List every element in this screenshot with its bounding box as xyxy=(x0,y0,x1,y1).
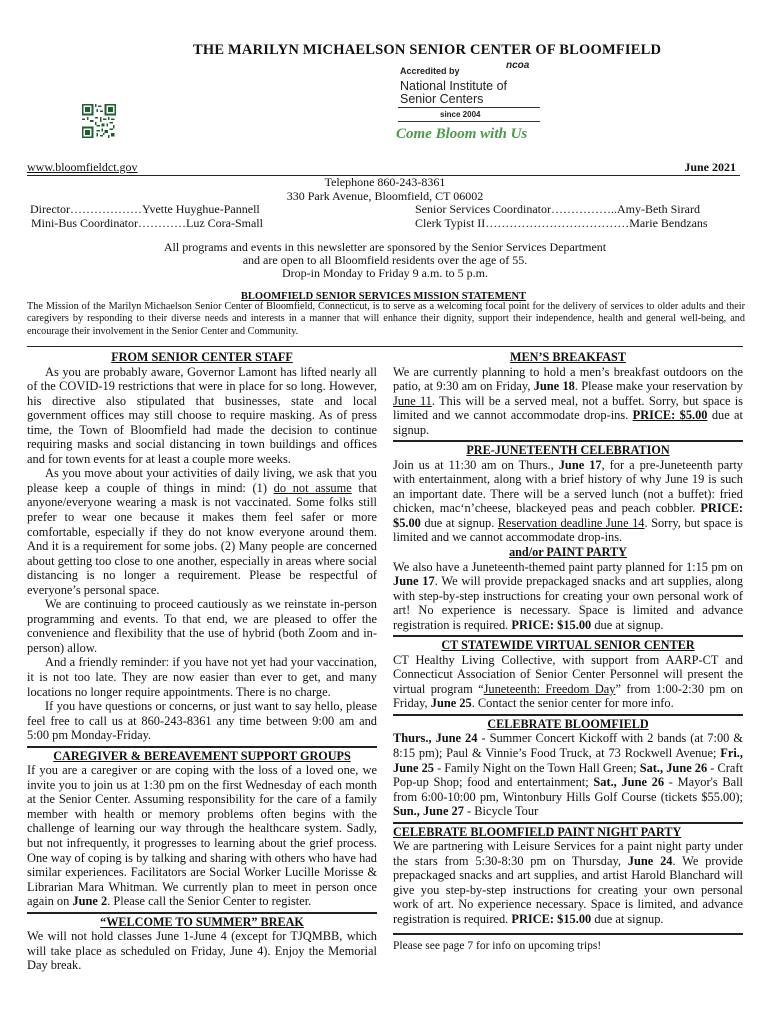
staff-paragraph-3: We are continuing to proceed cautiously as we reinstate in-person programming and events. To that end, we are pleased to offer the convenience and flexibility that the use of hybrid (both Zoom and in-person) allow. xyxy=(27,597,377,655)
mens-breakfast-body: We are currently planning to hold a men’s breakfast outdoors on the patio, at 9:30 am on Friday, June 18. Please make your reservation by June 11. This will be a served meal, not a buffet. Sorry, but space is limited and we cannot accommodate drop-ins. PRICE: $5.00 due at signup. xyxy=(393,364,743,437)
eligibility-notice: and are open to all Bloomfield residents over the age of 55. xyxy=(242,253,528,267)
divider xyxy=(398,107,540,108)
staff-paragraph-4: And a friendly reminder: if you have not yet had your vaccination, it is not too late. They are now easier than ever to get, and many locations no longer require appointments. There is no charge. xyxy=(27,655,377,699)
section-title-paint-party: and/or PAINT PARTY xyxy=(509,545,627,560)
virtual-center-section xyxy=(393,635,743,711)
mission-title: BLOOMFIELD SENIOR SERVICES MISSION STATEMENT xyxy=(240,291,527,302)
section-title-celebrate-bloomfield: CELEBRATE BLOOMFIELD xyxy=(487,716,649,731)
accreditation-since: since 2004 xyxy=(440,110,481,119)
sponsor-notice: All programs and events in this newsletter are sponsored by the Senior Services Department xyxy=(163,240,607,254)
section-title-paint-night: CELEBRATE BLOOMFIELD PAINT NIGHT PARTY xyxy=(393,824,682,839)
section-title-caregiver: CAREGIVER & BEREAVEMENT SUPPORT GROUPS xyxy=(53,748,351,763)
staff-paragraph-5: If you have questions or concerns, or just want to say hello, please feel free to call us at 860-243-8361 any time between 9:00 am and 5:00 pm Monday-Friday. xyxy=(27,699,377,743)
accreditor-name-line2: Senior Centers xyxy=(400,92,484,106)
section-title-juneteenth: PRE-JUNETEENTH CELEBRATION xyxy=(466,443,670,458)
accredited-by-label: Accredited by xyxy=(400,66,460,76)
staff-paragraph-1: As you are probably aware, Governor Lamont has lifted nearly all of the COVID-19 restrictions that were in place for so long. However, his directive also stipulated that businesses, state and local government offices may still choose to require masking. As of press time, the Town of Bloomfield had made the decision to continue requiring masks and social distancing in town buildings and offices and for town events for at least a couple more weeks. xyxy=(27,364,377,466)
staff-minibus: Mini-Bus Coordinator…………Luz Cora-Small xyxy=(31,216,263,230)
staff-coordinator: Senior Services Coordinator……………..Amy-Beth Sirard xyxy=(415,202,700,216)
ncoa-logo: ncoa xyxy=(506,60,530,71)
juneteenth-section xyxy=(393,440,743,632)
section-title-staff: FROM SENIOR CENTER STAFF xyxy=(111,350,293,364)
paint-night-section xyxy=(393,822,743,927)
divider xyxy=(398,121,540,122)
trips-note: Please see page 7 for info on upcoming trips! xyxy=(393,933,743,954)
hours-notice: Drop-in Monday to Friday 9 a.m. to 5 p.m. xyxy=(282,266,488,280)
website-link[interactable]: www.bloomfieldct.gov xyxy=(27,160,138,174)
staff-director: Director………………Yvette Huyghue-Pannell xyxy=(30,202,260,216)
tagline: Come Bloom with Us xyxy=(396,126,528,142)
issue-date: June 2021 xyxy=(684,160,736,174)
celebrate-bloomfield-section xyxy=(393,714,743,819)
address: 330 Park Avenue, Bloomfield, CT 06002 xyxy=(286,189,484,203)
virtual-center-body: CT Healthy Living Collective, with support from AARP-CT and Connecticut Association of Senior Center Personnel will present the virtual program “Juneteenth: Freedom Day” from 1:00-2:30 pm on Friday, June 25. Contact the senior center for more info. xyxy=(393,652,743,711)
staff-paragraph-2: As you move about your activities of daily living, we ask that you please keep a couple of things in mind: (1) do not assume that anyone/everyone wearing a mask is not vaccinated. Some folks still prefer to wear one because it makes them feel safer or more comfortable, especially if they do not know everyone around them. And it is a requirement for some jobs. (2) Many people are concerned about getting too close to one another, especially in areas where social distancing is no longer a requirement. Please be respectful of everyone’s personal space. xyxy=(27,466,377,597)
section-title-virtual-center: CT STATEWIDE VIRTUAL SENIOR CENTER xyxy=(441,638,695,653)
accreditor-name-line1: National Institute of xyxy=(400,79,508,93)
paint-night-body: We are partnering with Leisure Services for a paint night party under the stars from 5:30-8:30 pm on Thursday, June 24. We provide prepackaged snacks and art supplies, and artist Harold Blanchard will give you step-by-step instructions for creating your own personal work of art. No experience necessary. Space is limited, and advance registration is required. PRICE: $15.00 due at signup. xyxy=(393,839,743,926)
caregiver-body: If you are a caregiver or are coping with the loss of a loved one, we invite you to join us at 1:30 pm on the first Wednesday of each month at the Senior Center. Assuming responsibility for the care of a family member with health or memory problems often begins with the challenge of learning our way through the healthcare system. Sadly, but not infrequently, it progresses to learning about the grief process. One way of coping is by talking and sharing with others who have had similar experiences. Facilitators are Social Worker Lucille Morisse & Librarian Mara Whitman. We currently plan to meet in person once again on June 2. Please call the Senior Center to register. xyxy=(27,763,377,909)
mission-statement: The Mission of the Marilyn Michaelson Senior Center of Bloomfield, Connecticut, is to serve as a welcoming focal point for the delivery of services to older adults and their caregivers by responding to their diverse needs and interests in a manner that will enhance their dignity, support their independence, health and general well-being, and encourage their involvement in the Senior Center and Community. xyxy=(27,301,745,337)
telephone: Telephone 860-243-8361 xyxy=(324,175,446,189)
paint-party-body: We also have a Juneteenth-themed paint party planned for 1:15 pm on June 17. We will provide prepackaged snacks and art supplies, along with step-by-step instructions for creating your own personal work of art! No experience is necessary. Space is limited and advance registration is required. PRICE: $15.00 due at signup. xyxy=(393,559,743,632)
newsletter-title: THE MARILYN MICHAELSON SENIOR CENTER OF BLOOMFIELD xyxy=(193,42,662,58)
left-column xyxy=(27,350,377,973)
website-date-bar xyxy=(27,160,740,176)
divider xyxy=(27,346,743,347)
staff-clerk: Clerk Typist II………………………………Marie Bendzans xyxy=(415,216,708,230)
summer-break-body: We will not hold classes June 1-June 4 (except for TJQMBB, which will take place as scheduled on Friday, June 4). Enjoy the Memorial Day break. xyxy=(27,929,377,973)
qr-code-icon[interactable] xyxy=(82,104,116,138)
section-title-summer-break: “WELCOME TO SUMMER” BREAK xyxy=(100,914,304,929)
juneteenth-body: Join us at 11:30 am on Thurs., June 17, for a pre-Juneteenth party with entertainment, along with a brief history of why June 19 is such an important date. There will be a served lunch (not a buffet): fried chicken, mac‘n’cheese, blackeyed peas and peach cobbler. PRICE: $5.00 due at signup. Reservation deadline June 14. Sorry, but space is limited and we cannot accommodate drop-ins. xyxy=(393,457,743,545)
celebrate-bloomfield-body: Thurs., June 24 - Summer Concert Kickoff with 2 bands (at 7:00 & 8:15 pm); Paul & Vinnie’s Food Truck, at 73 Rockwell Avenue; Fri., June 25 - Family Night on the Town Hall Green; Sat., June 26 - Craft Pop-up Shop; food and entertainment; Sat., June 26 - Mayor's Ball from 6:00-10:00 pm, Wintonbury Hills Golf Course (tickets $55.00); Sun., June 27 - Bicycle Tour xyxy=(393,731,743,819)
summer-break-section xyxy=(27,912,377,973)
section-title-mens-breakfast: MEN’S BREAKFAST xyxy=(510,350,626,364)
right-column xyxy=(393,350,743,953)
caregiver-section xyxy=(27,746,377,909)
